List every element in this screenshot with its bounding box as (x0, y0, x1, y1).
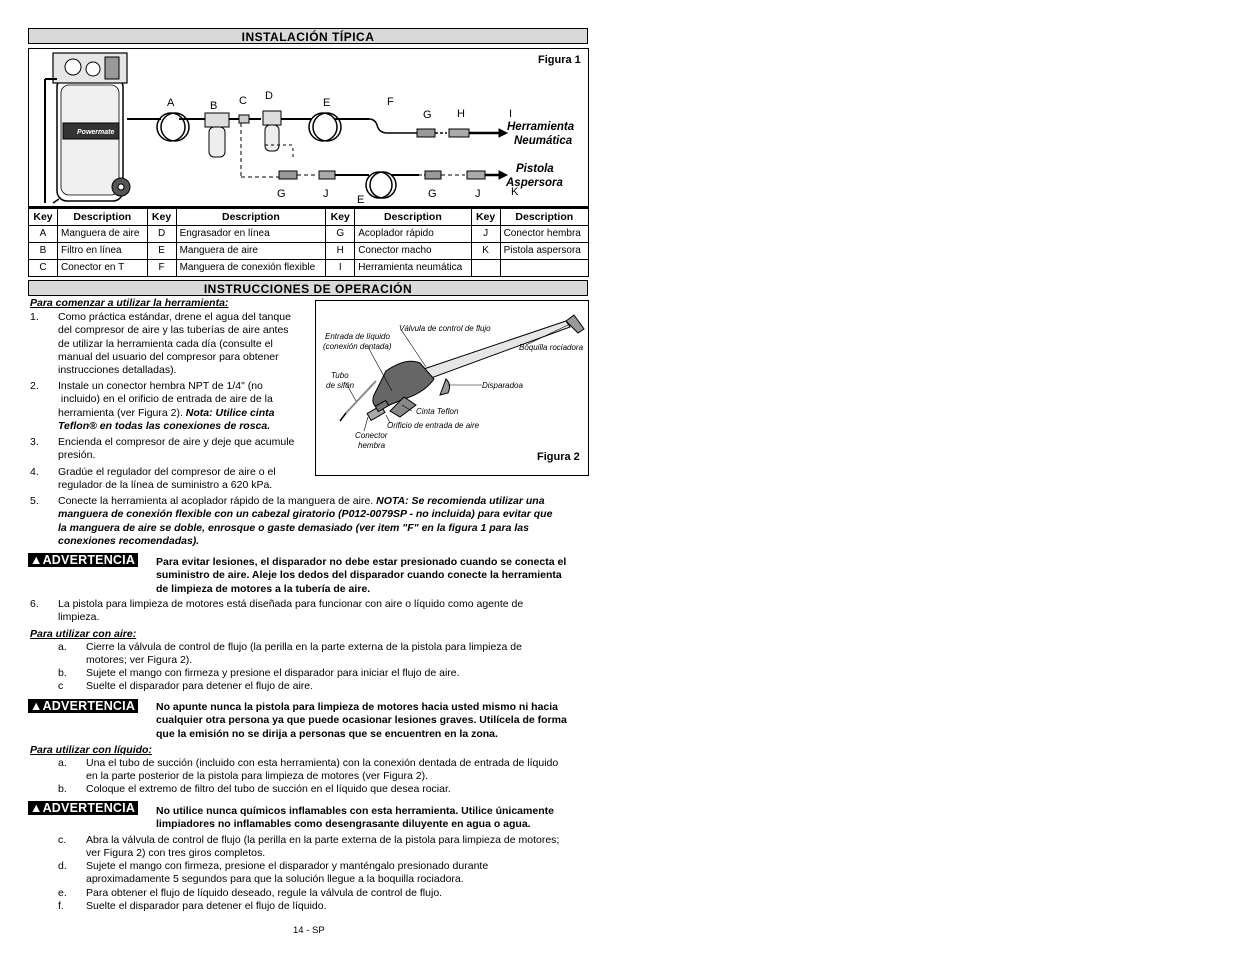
step-5-text (58, 495, 552, 548)
text-line: cualquier otra persona ya que puede ocasionar lesiones graves. Utilícela de forma (156, 714, 567, 727)
step-number: 4. (30, 466, 39, 478)
gun-label-line-1: Pistola (516, 163, 554, 175)
bottom-air-line (279, 171, 507, 198)
table-header: Description (58, 208, 148, 226)
step-number: 1. (30, 311, 39, 323)
text-line: manual del usuario del compresor para obtener (58, 350, 279, 363)
table-row (29, 260, 589, 277)
label-j-bottom-1: J (323, 188, 329, 200)
table-cell: Engrasador en línea (176, 226, 326, 243)
label-siphon-tube-2: de sifón (326, 381, 355, 390)
warning-icon: ▲ (30, 553, 43, 567)
table-header-row (29, 208, 589, 226)
table-header: Key (147, 208, 176, 226)
label-siphon-tube-1: Tubo (331, 371, 349, 380)
step-6-text (58, 598, 523, 625)
item-letter: b. (58, 667, 67, 679)
table-cell: A (29, 226, 58, 243)
label-j-bottom-2: J (475, 188, 481, 200)
warning-icon: ▲ (30, 699, 43, 713)
text-line: limpiadores no inflamables como desengrasante diluyente en agua o agua. (156, 818, 531, 831)
warning-icon: ▲ (30, 801, 43, 815)
label-e-top: E (323, 97, 331, 109)
item-letter: e. (58, 887, 67, 899)
warning-1-text (156, 556, 588, 596)
brand-text: Powermate (77, 129, 115, 136)
table-header: Description (355, 208, 471, 226)
label-d: D (265, 90, 273, 102)
text-line: Encienda el compresor de aire y deje que acumule (58, 436, 295, 448)
table-cell: I (326, 260, 355, 277)
text-line: Abra la válvula de control de flujo (la perilla en la parte externa de la pistola para limpieza de motores; (86, 834, 560, 846)
table-cell (500, 260, 588, 277)
liquid-item-e: Para obtener el flujo de líquido deseado, regule la válvula de control de flujo. (86, 887, 443, 899)
subheading-air-use: Para utilizar con aire: (30, 628, 137, 640)
label-connector-1: Conector (355, 431, 388, 440)
step-number: 3. (30, 436, 39, 448)
table-cell: Filtro en línea (58, 243, 148, 260)
text-span: Conecte la herramienta al acoplador rápido de la manguera de aire. (58, 495, 377, 507)
text-line: Para evitar lesiones, el disparador no debe estar presionado cuando se conecta el (156, 556, 567, 568)
air-item-b: Sujete el mango con firmeza y presione el disparador para iniciar el flujo de aire. (86, 667, 460, 679)
warning-badge (28, 553, 138, 567)
step-number: 2. (30, 380, 39, 392)
table-cell: Manguera de aire (58, 226, 148, 243)
text-line: regulador de la línea de suministro a 620 kPa. (58, 479, 273, 492)
label-g-top: G (423, 109, 432, 121)
air-compressor-illustration (45, 53, 130, 203)
label-i: I (509, 108, 513, 120)
text-line: motores; ver Figura 2). (86, 654, 193, 667)
text-line: Gradúe el regulador del compresor de aire o el (58, 466, 276, 478)
text-line: presión. (58, 449, 96, 462)
step-4-text (58, 466, 276, 493)
liquid-item-b: Coloque el extremo de filtro del tubo de succión en el líquido que desea rociar. (86, 783, 451, 795)
item-letter: f. (58, 900, 64, 912)
page-number: 14 - SP (293, 925, 325, 936)
key-table (28, 207, 589, 277)
table-cell: Manguera de aire (176, 243, 326, 260)
item-letter: c. (58, 834, 67, 846)
label-teflon-tape: Cinta Teflon (416, 407, 459, 416)
warning-badge (28, 699, 138, 713)
table-cell: H (326, 243, 355, 260)
table-cell: Herramienta neumática (355, 260, 471, 277)
text-line: que la emisión no se dirija a personas que se encuentren en la zona. (156, 727, 498, 740)
table-row (29, 226, 589, 243)
figure-1-drawing (29, 49, 588, 206)
table-cell: E (147, 243, 176, 260)
section-title-operation: INSTRUCCIONES DE OPERACIÓN (28, 280, 588, 296)
table-cell: B (29, 243, 58, 260)
step-number: 6. (30, 598, 39, 610)
gun-label-line-2: Aspersora (506, 177, 563, 189)
table-header: Description (176, 208, 326, 226)
item-letter: d. (58, 860, 67, 872)
section-title-installation: INSTALACIÓN TÍPICA (28, 28, 588, 44)
tool-label-line-1: Herramienta (507, 121, 575, 133)
item-letter: c (58, 680, 64, 692)
text-line: ver Figura 2) con tres giros completos. (86, 847, 266, 860)
note-line: Teflon® en todas las conexiones de rosca. (58, 419, 271, 432)
label-a: A (167, 97, 175, 109)
tool-label-line-2: Neumática (514, 135, 573, 147)
text-line: de utilizar la herramienta cada día (consulte el (58, 337, 273, 350)
table-cell: C (29, 260, 58, 277)
text-line: No utilice nunca químicos inflamables con esta herramienta. Utilice únicamente (156, 805, 554, 817)
text-line (58, 495, 552, 508)
liquid-item-d (86, 860, 488, 887)
table-cell: F (147, 260, 176, 277)
warning-badge (28, 801, 138, 815)
note-line: la manguera de aire se doble, enrosque o gaste demasiado (ver item "F" en la figura 1 para las (58, 521, 529, 534)
label-h: H (457, 108, 465, 120)
subheading-getting-started: Para comenzar a utilizar la herramienta: (30, 297, 229, 309)
text-span: herramienta (ver Figura 2). (58, 406, 186, 419)
label-nozzle: Boquilla rociadora (519, 343, 584, 352)
table-header: Key (326, 208, 355, 226)
text-line: suministro de aire. Aleje los dedos del disparador cuando conecte la herramienta (156, 569, 562, 582)
item-letter: a. (58, 641, 67, 653)
table-cell: K (471, 243, 500, 260)
figure-1-label: Figura 1 (538, 54, 581, 66)
air-item-c: Suelte el disparador para detener el flujo de aire. (86, 680, 314, 692)
item-letter: a. (58, 757, 67, 769)
text-line (58, 407, 274, 420)
note-span: NOTA: Se recomienda utilizar una (376, 495, 545, 507)
liquid-item-f: Suelte el disparador para detener el flujo de líquido. (86, 900, 327, 912)
table-cell (471, 260, 500, 277)
text-line: instrucciones detalladas). (58, 364, 177, 377)
label-connector-2: hembra (358, 441, 386, 450)
table-cell: Pistola aspersora (500, 243, 588, 260)
air-item-a (86, 641, 522, 668)
text-line: limpieza. (58, 611, 100, 624)
table-header: Description (500, 208, 588, 226)
note-span: Nota: Utilice cinta (185, 406, 275, 419)
top-air-line (127, 111, 507, 157)
warning-3-text (156, 805, 588, 832)
note-line: manguera de conexión flexible con un cabezal giratorio (P012-0079SP - no incluida) para evitar que (58, 508, 553, 521)
table-cell: G (326, 226, 355, 243)
label-liquid-inlet-1: Entrada de líquido (325, 332, 390, 341)
figure-2-gun-diagram (315, 300, 589, 476)
label-f: F (387, 96, 394, 108)
label-trigger: Disparadoa (482, 381, 523, 390)
text-line: Una el tubo de succión (incluido con esta herramienta) con la conexión dentada de entrada de líquido (86, 757, 559, 769)
table-header: Key (471, 208, 500, 226)
table-cell: Acoplador rápido (355, 226, 471, 243)
step-1-text (58, 311, 291, 377)
liquid-item-c (86, 834, 559, 861)
label-b: B (210, 100, 218, 112)
table-cell: Conector en T (58, 260, 148, 277)
step-2-text (58, 380, 274, 433)
text-line: de limpieza de motores a la tubería de aire. (156, 582, 371, 595)
label-c: C (239, 95, 247, 107)
warning-2-text (156, 701, 588, 741)
label-e-bottom: E (357, 194, 365, 206)
text-line: incluido) en el orificio de entrada de aire de la (58, 393, 273, 406)
text-line: No apunte nunca la pistola para limpieza de motores hacia usted mismo ni hacia (156, 701, 559, 713)
table-header: Key (29, 208, 58, 226)
label-g-bottom-2: G (428, 188, 437, 200)
label-k: K (511, 186, 519, 198)
step-3-text (58, 436, 294, 463)
table-cell: Conector macho (355, 243, 471, 260)
text-line: en la parte posterior de la pistola para limpieza de motores (ver Figura 2). (86, 770, 428, 783)
label-flow-valve: Válvula de control de flujo (399, 324, 491, 333)
table-cell: Conector hembra (500, 226, 588, 243)
text-line: Sujete el mango con firmeza, presione el disparador y manténgalo presionado durante (86, 860, 489, 872)
warning-label: ADVERTENCIA (42, 553, 136, 567)
item-letter: b. (58, 783, 67, 795)
warning-label: ADVERTENCIA (42, 801, 136, 815)
text-line: Como práctica estándar, drene el agua del tanque (58, 311, 291, 323)
text-line: aproximadamente 5 segundos para que la solución llegue a la boquilla rociadora. (86, 873, 464, 886)
table-cell: D (147, 226, 176, 243)
table-cell: Manguera de conexión flexible (176, 260, 326, 277)
figure-2-label: Figura 2 (537, 451, 580, 463)
note-line: conexiones recomendadas). (58, 534, 200, 547)
label-liquid-inlet-2: (conexión dentada) (323, 342, 392, 351)
label-g-bottom-1: G (277, 188, 286, 200)
subheading-liquid-use: Para utilizar con líquido: (30, 744, 152, 756)
text-line: La pistola para limpieza de motores está diseñada para funcionar con aire o líquido como agente de (58, 598, 524, 610)
figure-1-installation-diagram (28, 48, 589, 207)
table-row (29, 243, 589, 260)
warning-label: ADVERTENCIA (42, 699, 136, 713)
text-line: Cierre la válvula de control de flujo (la perilla en la parte externa de la pistola para limpieza de (86, 641, 522, 653)
text-line: Instale un conector hembra NPT de 1/4" (no (58, 380, 263, 392)
liquid-item-a (86, 757, 558, 784)
step-number: 5. (30, 495, 39, 507)
table-cell: J (471, 226, 500, 243)
label-air-inlet: Orificio de entrada de aire (387, 421, 480, 430)
text-line: del compresor de aire y las tuberías de aire antes (58, 324, 289, 337)
